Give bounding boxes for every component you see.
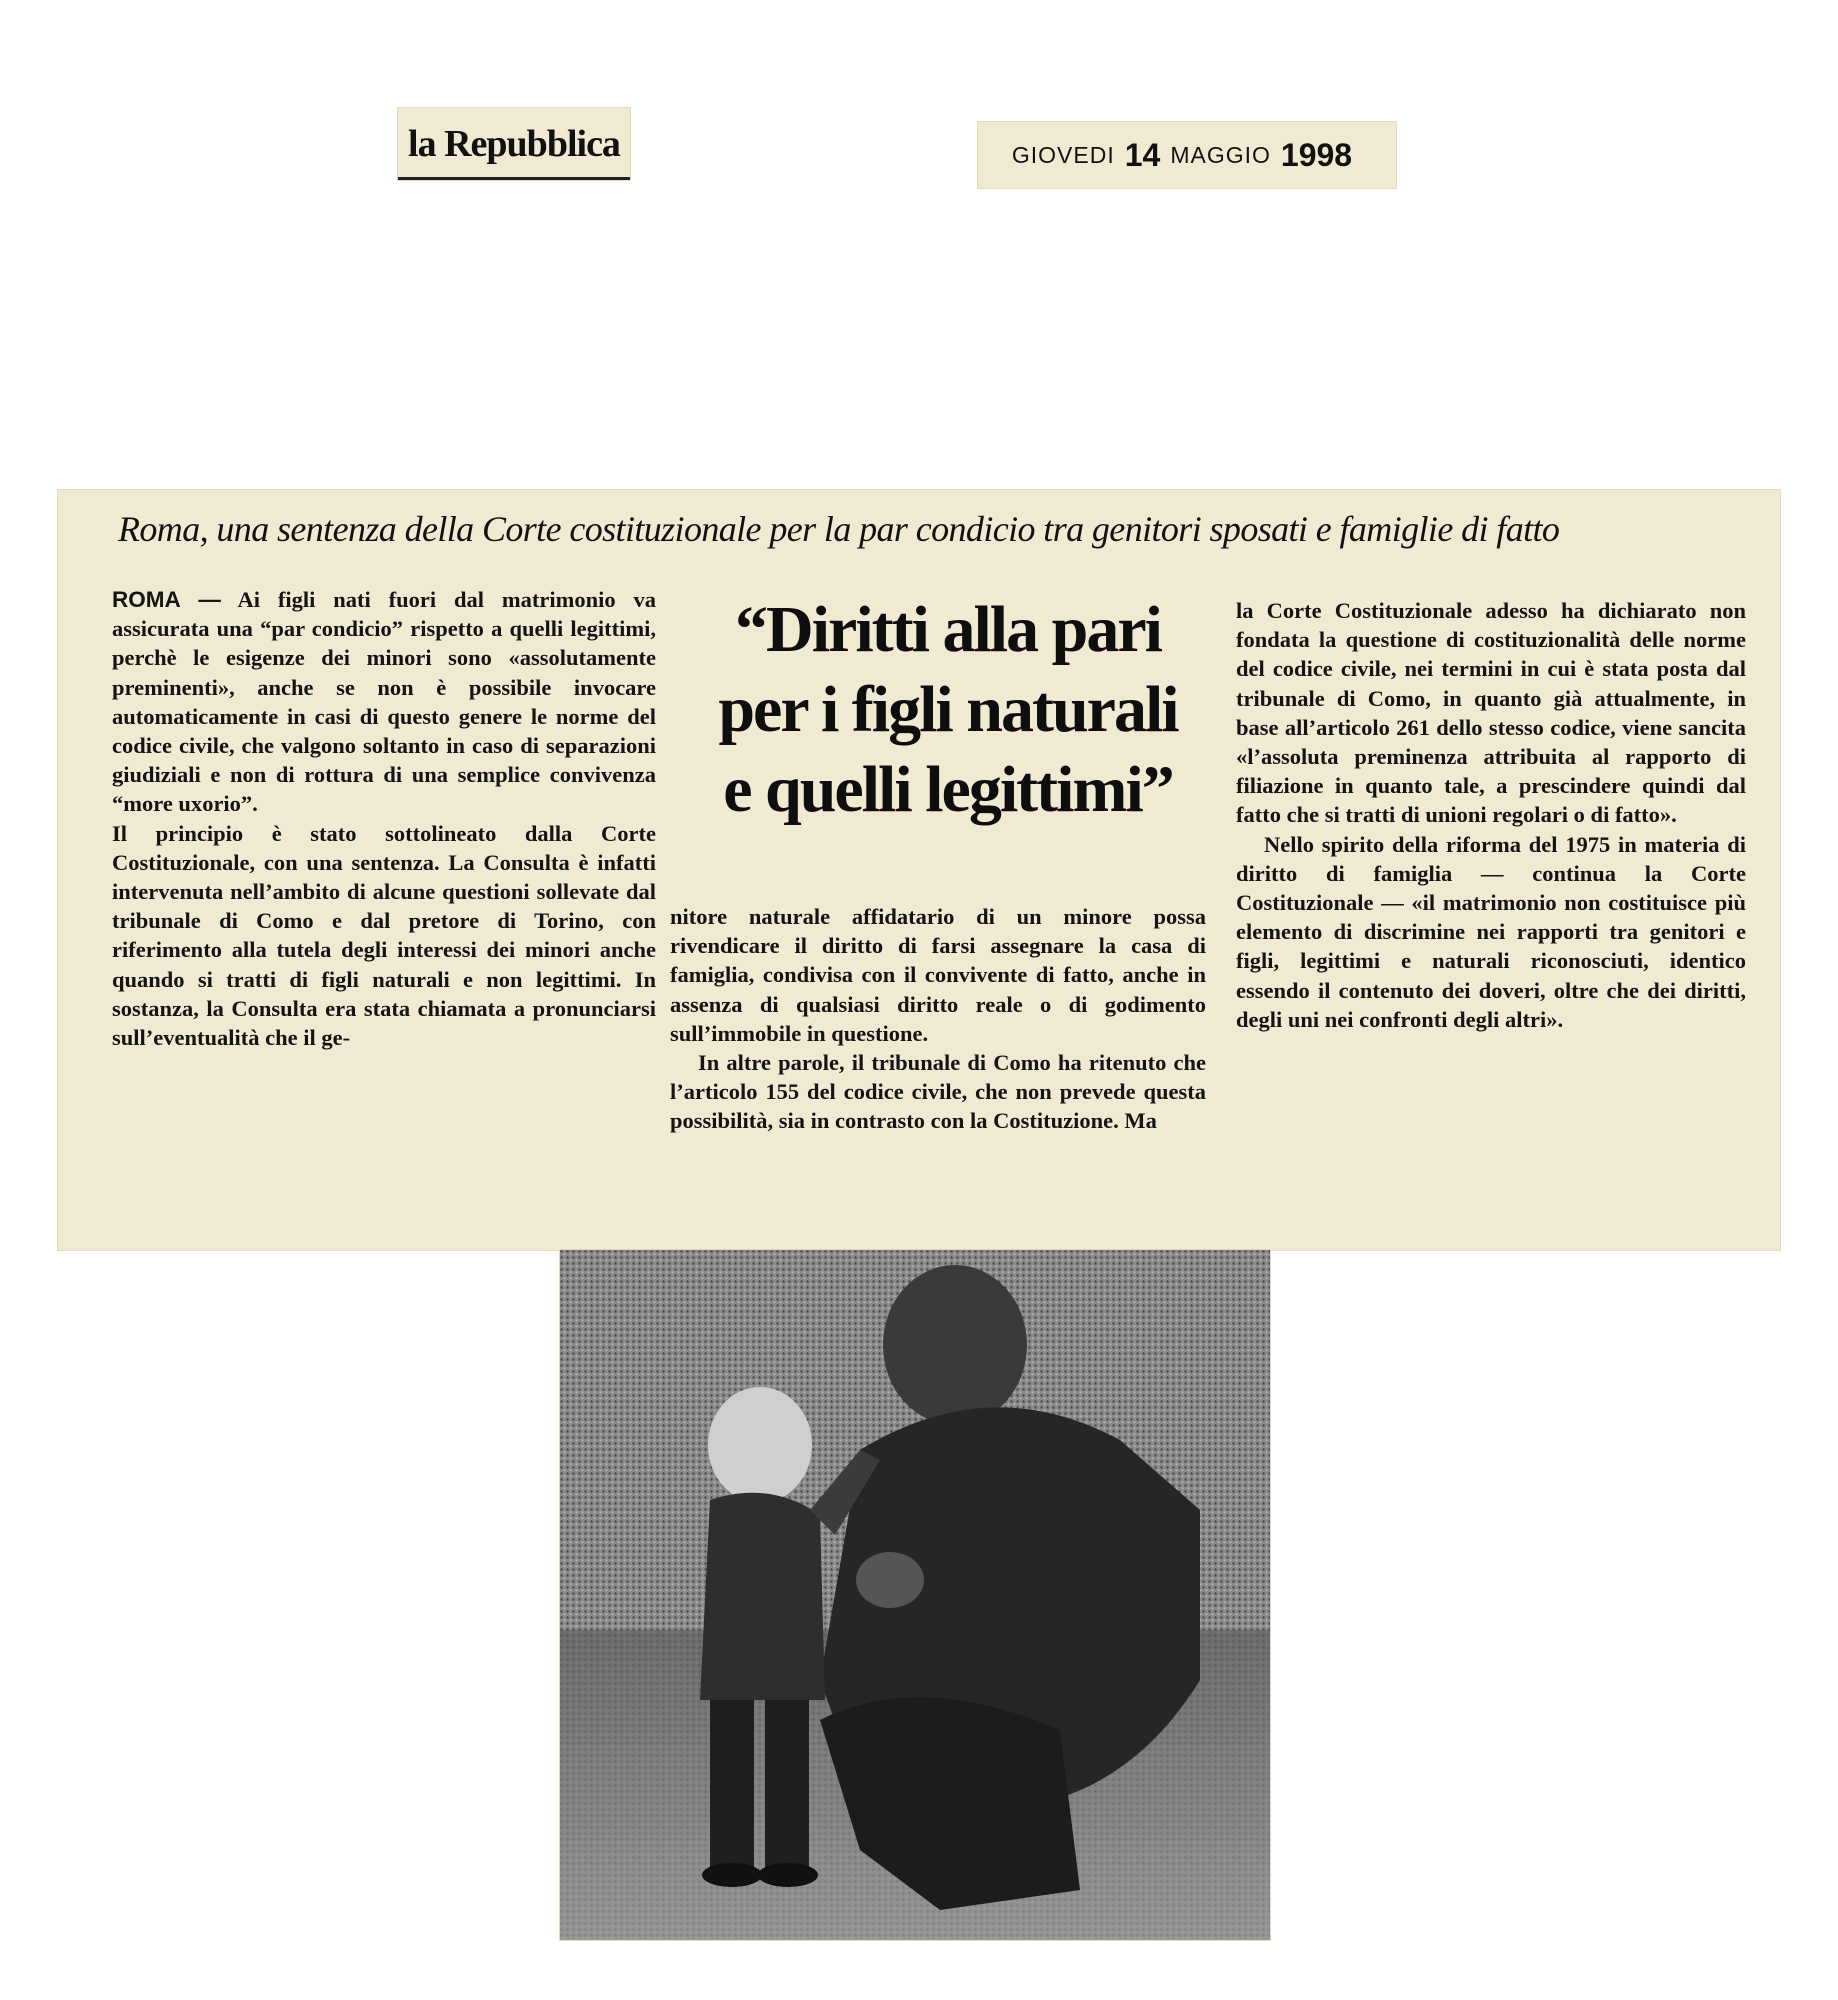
photo-illustration bbox=[560, 1250, 1270, 1940]
paragraph bbox=[112, 585, 656, 819]
date-day: 14 bbox=[1124, 136, 1161, 173]
article-column-2 bbox=[670, 902, 1206, 1136]
date-year: 1998 bbox=[1280, 136, 1353, 173]
masthead-rule bbox=[398, 177, 630, 180]
newspaper-logo: la Repubblica bbox=[408, 123, 620, 165]
paragraph: la Corte Costituzionale adesso ha dichiarato non fondata la questione di costituzionalità delle norme del codice civile, nei termini in cui è stata posta dal tribunale di Como, in quanto già attualmente, in base all’articolo 261 dello stesso codice, viene sancita «l’assoluta preminenza attribuita al rapporto di filiazione in quanto tale, a prescindere quindi dal fatto che si tratti di unioni regolari o di fatto». bbox=[1236, 598, 1746, 828]
news-photo bbox=[560, 1250, 1270, 1940]
paragraph: Il principio è stato sottolineato dalla Corte Costituzionale, con una sentenza. La Consulta è infatti intervenuta nell’ambito di alcune questioni sollevate dal tribunale di Como e dal pretore di Torino, con riferimento alla tutela degli interessi dei minori anche quando si tratti di figli naturali e non legittimi. In sostanza, la Consulta era stata chiamata a pronunciarsi sull’eventualità che il ge- bbox=[112, 820, 656, 1051]
article-clipping bbox=[58, 490, 1780, 1250]
headline-line: e quelli legittimi” bbox=[723, 753, 1173, 826]
article-headline bbox=[698, 590, 1198, 830]
date-month: MAGGIO bbox=[1170, 141, 1271, 168]
paragraph: In altre parole, il tribunale di Como ha ritenuto che l’articolo 155 del codice civile, che non prevede questa possibilità, sia in contrasto con la Costituzione. Ma bbox=[670, 1050, 1206, 1134]
dateline: ROMA — bbox=[112, 587, 221, 612]
article-column-1 bbox=[112, 585, 656, 1052]
masthead-clipping bbox=[398, 108, 630, 180]
article-column-3 bbox=[1236, 596, 1746, 1034]
article-kicker: Roma, una sentenza della Corte costituzionale per la par condicio tra genitori sposati e famiglie di fatto bbox=[118, 509, 1560, 549]
paragraph: nitore naturale affidatario di un minore possa rivendicare il diritto di farsi assegnare la casa di famiglia, condivisa con il convivente di fatto, anche in assenza di qualsiasi diritto reale o di godimento sull’immobile in questione. bbox=[670, 904, 1206, 1046]
paragraph-text: Ai figli nati fuori dal matrimonio va assicurata una “par condicio” rispetto a quelli legittimi, perchè le esigenze dei minori sono «assolutamente preminenti», anche se non è possibile invocare automaticamente in casi di questo genere le norme del codice civile, che valgono soltanto in caso di separazioni giudiziali e non di rottura di una semplice convivenza “more uxorio”. bbox=[112, 587, 656, 817]
date-weekday: GIOVEDI bbox=[1011, 141, 1115, 168]
headline-line: per i figli naturali bbox=[718, 673, 1178, 746]
date-clipping bbox=[978, 122, 1396, 188]
paragraph: Nello spirito della riforma del 1975 in materia di diritto di famiglia — continua la Corte Costituzionale — «il matrimonio non costituisce più elemento di discrimine nei rapporti tra genitori e figli, legittimi e naturali riconosciuti, identico essendo il contenuto dei doveri, oltre che dei diritti, degli uni nei confronti degli altri». bbox=[1236, 831, 1746, 1032]
headline-line: “Diritti alla pari bbox=[735, 593, 1161, 666]
